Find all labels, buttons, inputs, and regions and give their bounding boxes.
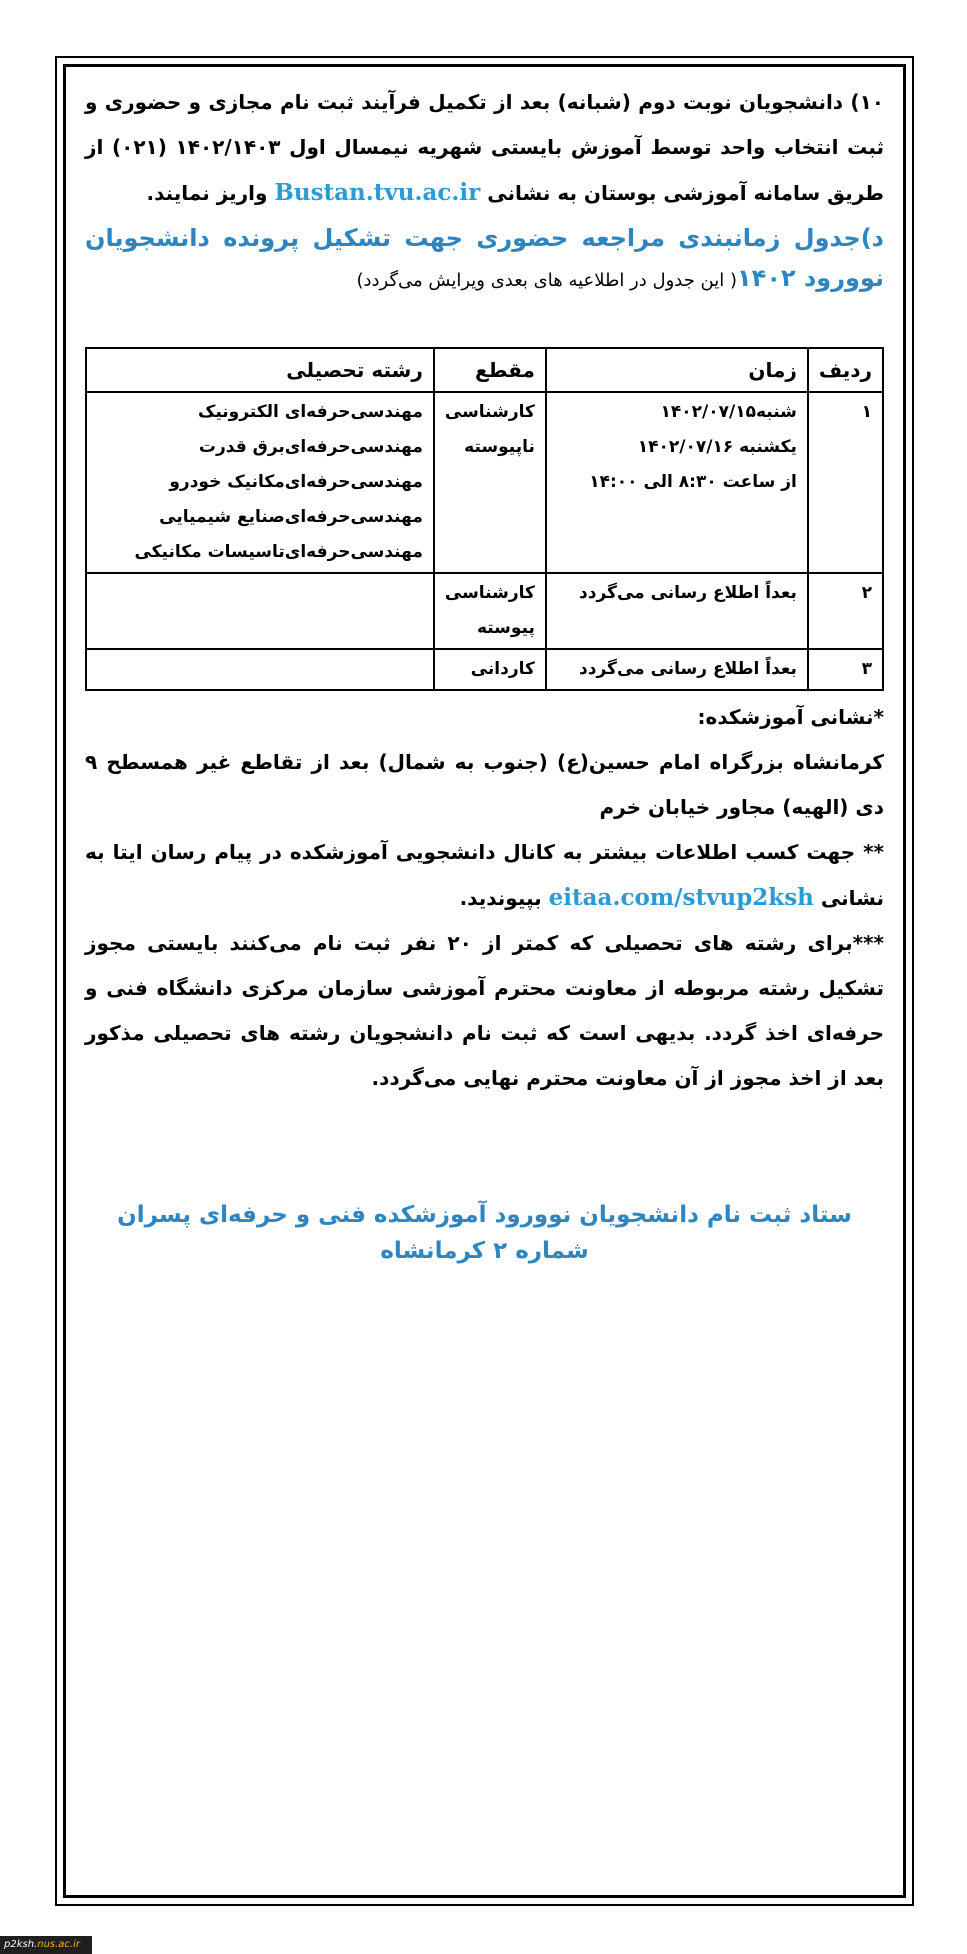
document-content <box>85 80 884 1269</box>
address-text: کرمانشاه بزرگراه امام حسین(ع) (جنوب به شمال) بعد از تقاطع غیر همسطح ۹ دی (الهیه) مجاور خیابان خرم <box>85 750 884 819</box>
header-level: مقطع <box>434 348 546 392</box>
table-row <box>86 573 883 649</box>
row-level <box>434 573 546 649</box>
row-majors <box>86 649 434 690</box>
major-item: مهندسی‌حرفه‌ای‌مکانیک خودرو <box>169 472 423 492</box>
time-line: شنبه۱۴۰۲/۰۷/۱۵ <box>660 402 797 422</box>
major-item: مهندسی‌حرفه‌ای‌صنایع شیمیایی <box>159 507 423 527</box>
row-majors <box>86 573 434 649</box>
section-d-title: د)جدول زمانبندی مراجعه حضوری جهت تشکیل پرونده دانشجویان نوورود ۱۴۰۲ <box>85 224 884 292</box>
channel-paragraph <box>85 830 884 921</box>
channel-tail: بپیوندید. <box>459 886 542 910</box>
level-line: پیوسته <box>476 618 535 638</box>
schedule-table <box>85 347 884 691</box>
paragraph-10 <box>85 80 884 216</box>
level-line: کاردانی <box>470 659 535 679</box>
paragraph-10-text: ۱۰) دانشجویان نوبت دوم (شبانه) بعد از تکمیل فرآیند ثبت نام مجازی و حضوری و ثبت انتخاب واحد توسط آموزش بایستی شهریه نیمسال اول ۱۴۰۲/۱۴۰۳ (۰۲۱) از طریق سامانه آموزشی بوستان به نشانی <box>85 90 884 205</box>
time-line: یکشنبه ۱۴۰۲/۰۷/۱۶ <box>637 437 797 457</box>
page-frame <box>55 56 914 1906</box>
major-item: مهندسی‌حرفه‌ای الکترونیک <box>197 402 423 422</box>
row-level <box>434 649 546 690</box>
row-level <box>434 392 546 573</box>
section-d-note: ( این جدول در اطلاعیه های بعدی ویرایش می‌گردد) <box>356 270 738 291</box>
row-time <box>546 573 808 649</box>
section-d-heading <box>85 218 884 301</box>
time-line: بعداً اطلاع رسانی می‌گردد <box>579 583 797 603</box>
table-row <box>86 649 883 690</box>
level-line: ناپیوسته <box>464 437 535 457</box>
header-major: رشته تحصیلی <box>86 348 434 392</box>
footer-title: ستاد ثبت نام دانشجویان نوورود آموزشکده فنی و حرفه‌ای پسران شماره ۲ کرمانشاه <box>117 1202 852 1264</box>
row-number: ۲ <box>808 573 883 649</box>
site-badge[interactable] <box>0 1936 92 1954</box>
bustan-link[interactable]: Bustan.tvu.ac.ir <box>274 179 481 206</box>
row-number: ۳ <box>808 649 883 690</box>
row-time <box>546 392 808 573</box>
badge-sub: nus.ac.ir <box>37 1939 80 1950</box>
address-label: *نشانی آموزشکده: <box>697 705 884 729</box>
badge-main: p2ksh. <box>4 1939 38 1950</box>
channel-text: ** جهت کسب اطلاعات بیشتر به کانال دانشجویی آموزشکده در پیام رسان ایتا به نشانی <box>85 840 884 910</box>
permit-paragraph: ***برای رشته های تحصیلی که کمتر از ۲۰ نفر ثبت نام می‌کنند بایستی مجوز تشکیل رشته مربوطه از معاونت محترم آموزشی سازمان مرکزی دانشگاه فنی و حرفه‌ای اخذ گردد. بدیهی است که ثبت نام دانشجویان رشته های تحصیلی مذکور بعد از اخذ مجوز از آن معاونت محترم نهایی می‌گردد. <box>85 931 885 1090</box>
time-line: بعداً اطلاع رسانی می‌گردد <box>579 659 797 679</box>
time-line: از ساعت ۸:۳۰ الی ۱۴:۰۰ <box>589 472 797 492</box>
row-number: ۱ <box>808 392 883 573</box>
major-item: مهندسی‌حرفه‌ای‌برق قدرت <box>198 437 423 457</box>
paragraph-10-tail: واریز نمایند. <box>146 181 268 205</box>
row-time <box>546 649 808 690</box>
table-row <box>86 392 883 573</box>
eitaa-link[interactable]: eitaa.com/stvup2ksh <box>548 884 814 911</box>
major-item: مهندسی‌حرفه‌ای‌تاسیسات مکانیکی <box>134 542 423 562</box>
row-majors <box>86 392 434 573</box>
table-header-row <box>86 348 883 392</box>
level-line: کارشناسی <box>444 402 535 422</box>
level-line: کارشناسی <box>444 583 535 603</box>
header-time: زمان <box>546 348 808 392</box>
header-row-number: ردیف <box>808 348 883 392</box>
